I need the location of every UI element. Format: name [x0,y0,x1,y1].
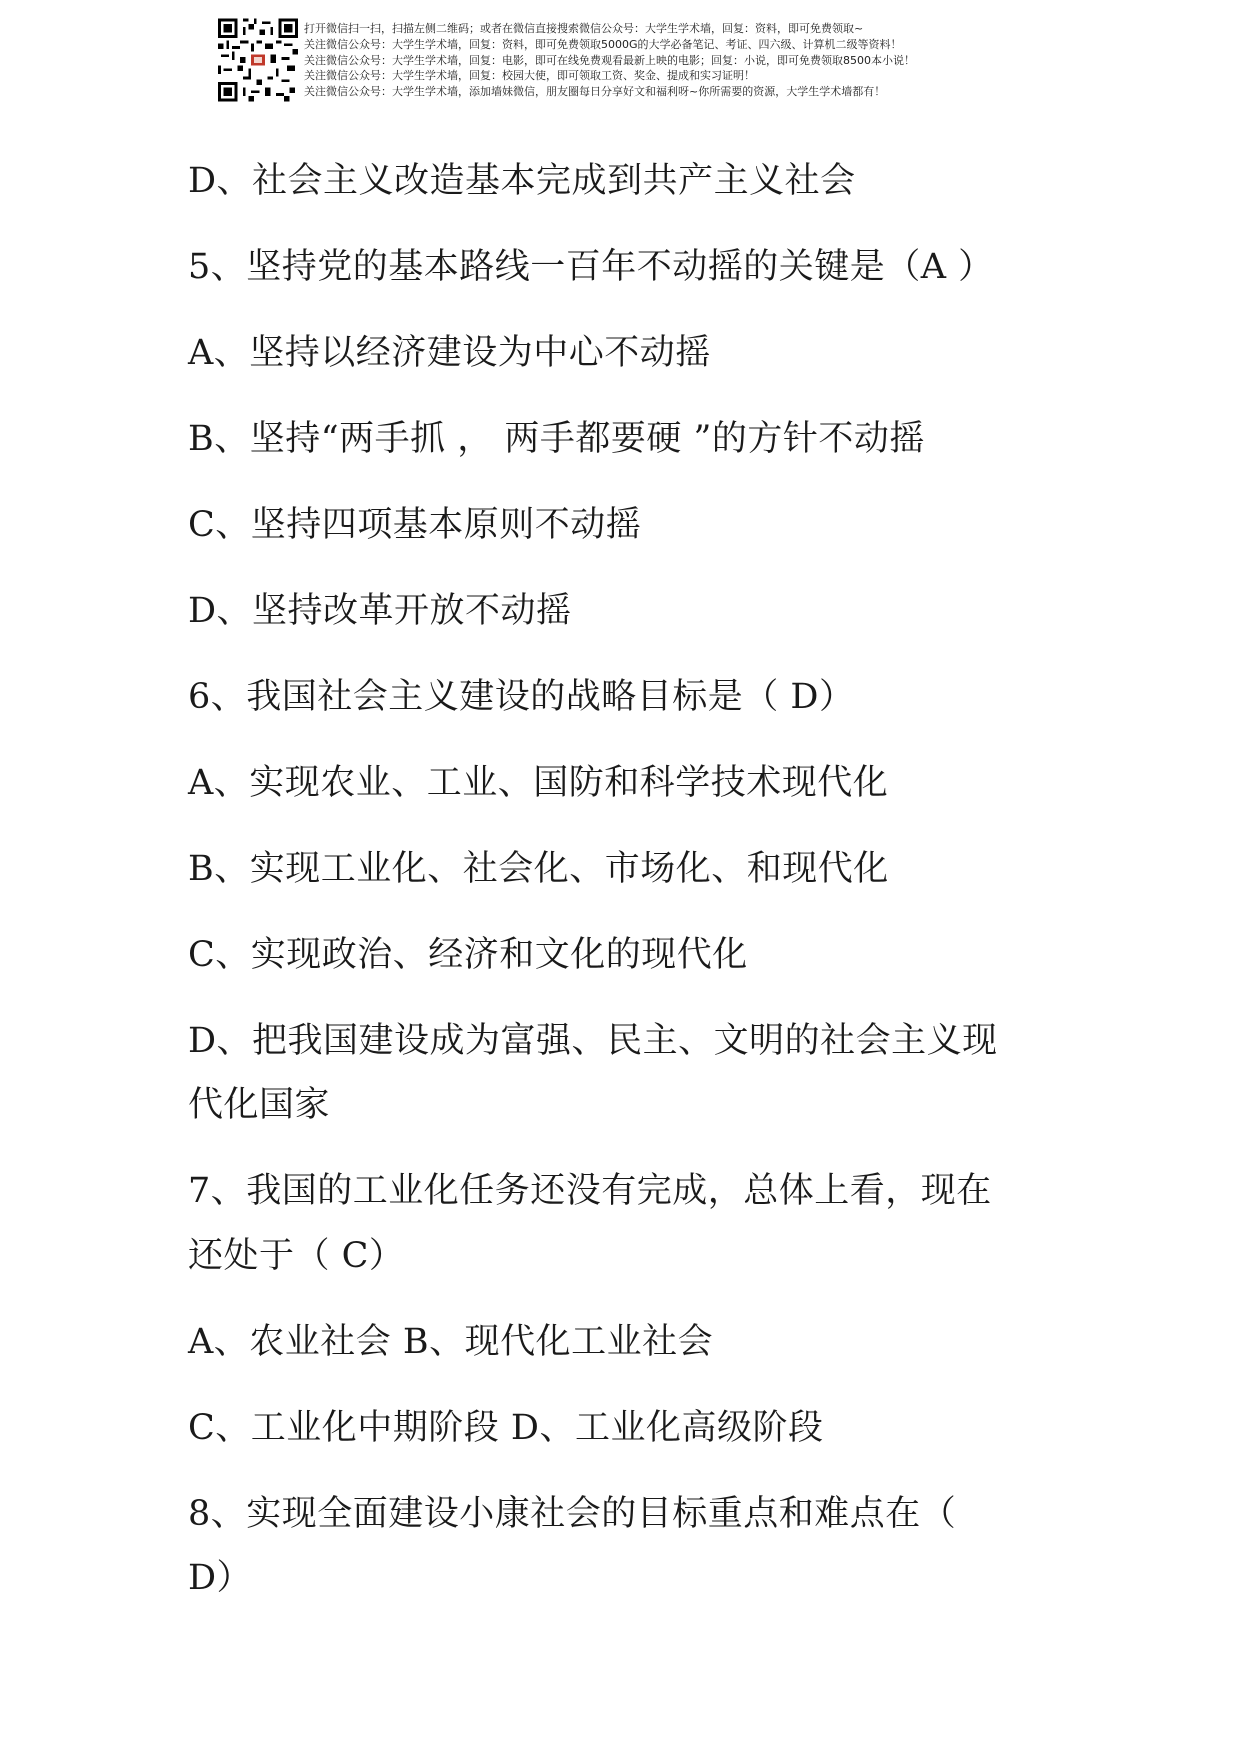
option-line: A、农业社会 B、现代化工业社会 [188,1322,714,1362]
promo-text [304,21,984,100]
option-line: A、坚持以经济建设为中心不动摇 [188,333,711,373]
option-line: C、坚持四项基本原则不动摇 [188,505,642,545]
promo-line: 关注微信公众号：大学生学术墙，添加墙妹微信，朋友圈每日分享好文和福利呀~你所需要的资源，大学生学术墙都有！ [304,85,886,99]
option-line: B、坚持“两手抓 ， 两手都要硬 ”的方针不动摇 [188,419,925,459]
promo-line: 关注微信公众号：大学生学术墙，回复：电影，即可在线免费观看最新上映的电影；回复：小说，即可免费领取8500本小说！ [304,53,915,67]
option-line: A、实现农业、工业、国防和科学技术现代化 [188,763,889,803]
question-line: 7、我国的工业化任务还没有完成，总体上看，现在 [188,1171,992,1211]
promo-line: 关注微信公众号：大学生学术墙，回复：校园大使，即可领取工资、奖金、提成和实习证明！ [304,69,755,83]
option-line-continued: 代化国家 [188,1085,331,1125]
question-line: 6、我国社会主义建设的战略目标是（ D） [188,677,855,717]
promo-header [218,18,978,104]
question-line-continued: 还处于（ C） [188,1236,405,1276]
option-line: C、工业化中期阶段 D、工业化高级阶段 [188,1408,824,1448]
promo-line: 关注微信公众号：大学生学术墙，回复：资料，即可免费领取5000G的大学必备笔记、考证、四六级、计算机二级等资料！ [304,37,902,51]
option-line: D、坚持改革开放不动摇 [188,591,572,631]
question-line-continued: D） [188,1558,253,1598]
question-line: 8、实现全面建设小康社会的目标重点和难点在（ [188,1494,957,1534]
option-line: D、把我国建设成为富强、民主、文明的社会主义现 [188,1021,998,1061]
option-line: C、实现政治、经济和文化的现代化 [188,935,748,975]
option-line: D、社会主义改造基本完成到共产主义社会 [188,161,856,201]
option-line: B、实现工业化、社会化、市场化、和现代化 [188,849,889,889]
qr-code-icon [218,18,298,102]
question-line: 5、坚持党的基本路线一百年不动摇的关键是（A ） [188,247,994,287]
promo-line: 打开微信扫一扫，扫描左侧二维码；或者在微信直接搜索微信公众号：大学生学术墙，回复：资料，即可免费领取~ [304,22,864,35]
